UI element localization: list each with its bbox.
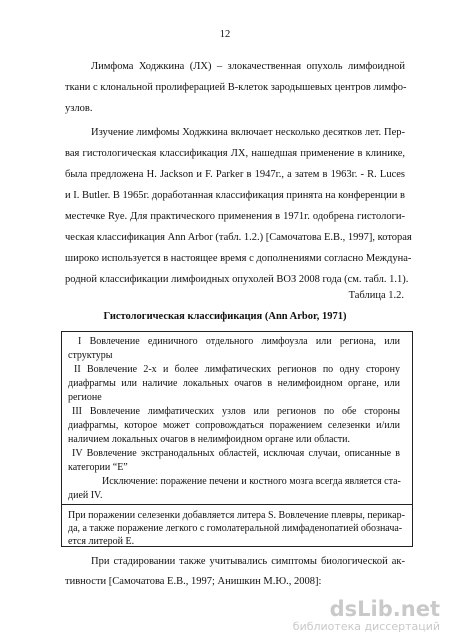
table-row: диафрагмы или наличие локальных очагов в нелимфоидном органе, или [68,378,400,389]
table-note-line: При поражении селезенки добавляется литера S. Вовлечение плевры, перикар- [68,510,405,521]
page-number: 12 [219,29,231,40]
table-row: структуры [68,350,113,361]
table-title: Гистологическая классификация (Ann Arbor, 1971) [103,311,347,322]
paragraph-2-line: была предложена H. Jackson и F. Parker в 1947г., а затем в 1963г. - R. Luces [65,169,405,180]
paragraph-2-line: широко используется в настоящее время с дополнениями согласно Междуна- [65,253,412,264]
watermark [293,598,440,633]
table-row: IV Вовлечение экстранодальных областей, исключая случаи, описанные в [72,448,400,459]
watermark-subtitle: библиотека диссертаций [292,620,440,633]
paragraph-2-line: ческая классификация Ann Arbor (табл. 1.2.) [Самочатова Е.В., 1997], которая [65,232,412,243]
paragraph-2-line: и I. Butler. В 1965г. доработанная классификация принята на конференции в [65,190,405,201]
paragraph-1-line: Лимфома Ходжкина (ЛХ) – злокачественная опухоль лимфоидной [91,61,405,72]
paragraph-2-line: Изучение лимфомы Ходжкина включает несколько десятков лет. Пер- [91,127,405,138]
table-row: дией IV. [68,490,103,501]
table-note-line: ется литерой E. [68,536,135,547]
table-row: категории “E” [68,462,128,473]
table-row: II Вовлечение 2-х и более лимфатических регионов по одну сторону [74,364,400,375]
table-note-line: да, а также поражение легкого с гомолатеральной лимфаденопатией обознача- [68,523,403,534]
watermark-logo: dsLib.net [329,597,440,621]
classification-table [61,331,413,547]
paragraph-3-line: тивности [Самочатова Е.В., 1997; Анишкин М.Ю., 2008]: [65,576,322,587]
table-caption: Таблица 1.2. [348,290,404,301]
table-row: I Вовлечение единичного отдельного лимфоузла или региона, или [78,336,400,347]
paragraph-2-line: родной классификации лимфоидных опухолей ВОЗ 2008 года (см. табл. 1.1). [65,274,409,285]
table-row: III Вовлечение лимфатических узлов или регионов по обе стороны [72,406,400,417]
paragraph-1-line: ткани с клональной пролиферацией В-клеток зародышевых центров лимфо- [65,82,407,93]
table-row: диафрагмы, которое может сопровождаться поражением селезенки и/или [68,420,400,431]
table-row: наличием локальных очагов в нелимфоидном органе или области. [68,434,351,445]
table-row: регионе [68,392,102,403]
paragraph-2-line: местечке Rye. Для практического применения в 1971г. одобрена гистологи- [65,211,405,222]
paragraph-2-line: вая гистологическая классификация ЛХ, нашедшая применение в клинике, [65,148,405,159]
paragraph-1-line: узлов. [65,103,93,114]
paragraph-3-line: При стадировании также учитывались симптомы биологической ак- [91,556,405,567]
table-row: Исключение: поражение печени и костного мозга всегда является ста- [102,476,401,487]
table-divider [62,504,412,505]
